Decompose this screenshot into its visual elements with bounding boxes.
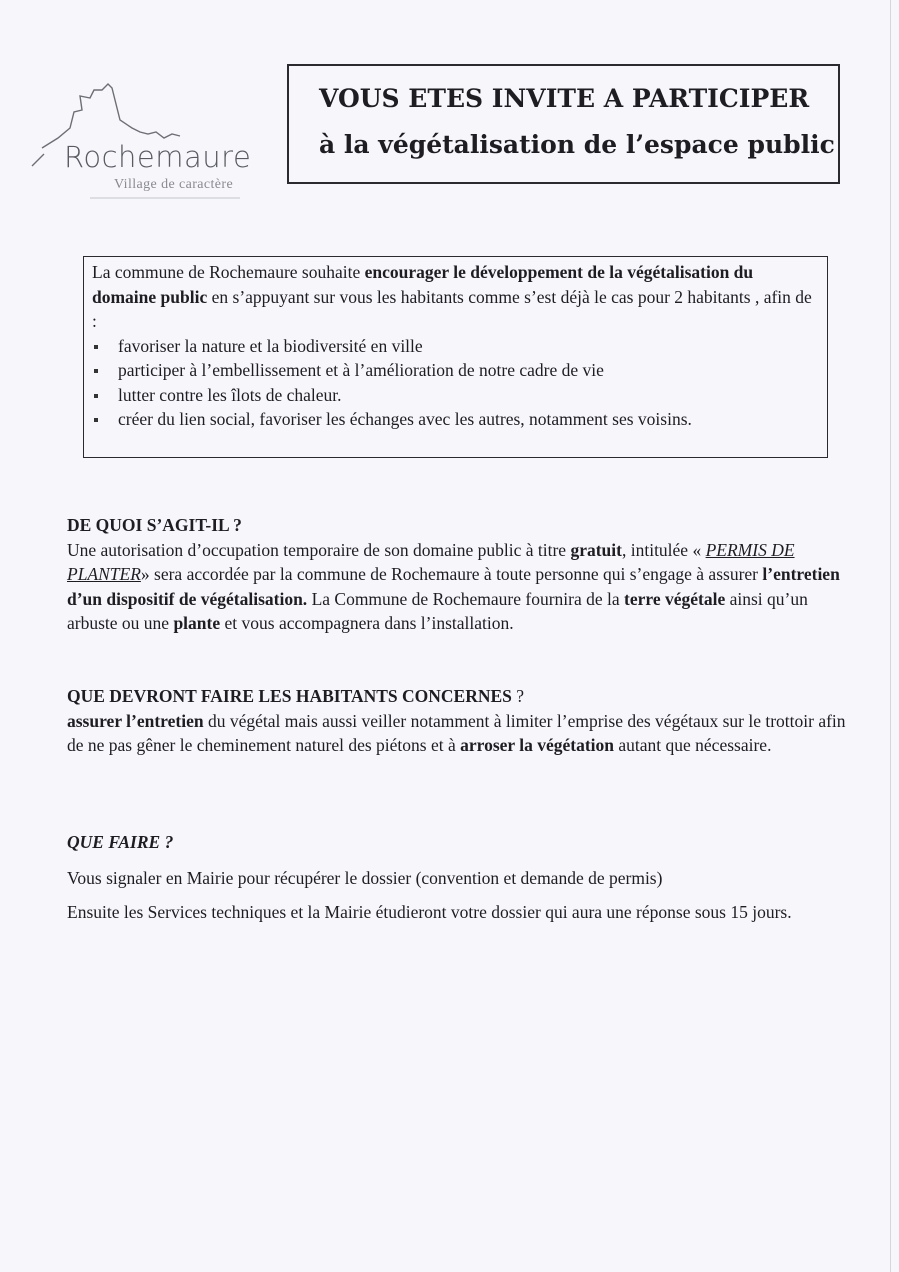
section-paragraph [67, 538, 847, 636]
text-bold: arroser la végétation [460, 735, 615, 755]
list-item: participer à l’embellissement et à l’amélioration de notre cadre de vie [92, 358, 817, 383]
text-run: La Commune de Rochemaure fournira de la [307, 588, 625, 609]
heading-mark: ? [511, 686, 525, 706]
text-bold: l’entretien d’un dispositif de végétalisation. [67, 564, 840, 609]
intro-box [83, 256, 828, 458]
rochemaure-logo [30, 82, 270, 207]
text-bold: terre végétale [624, 588, 726, 609]
intro-text-a: La commune de Rochemaure souhaite [92, 262, 365, 282]
text-bold: plante [173, 613, 221, 633]
list-item: lutter contre les îlots de chaleur. [92, 383, 817, 408]
heading-text: QUE DEVRONT FAIRE LES HABITANTS CONCERNES [67, 686, 512, 706]
section-heading [67, 684, 847, 709]
list-item: favoriser la nature et la biodiversité en ville [92, 334, 817, 359]
text-run: » sera accordée par la commune de Rochemaure à toute personne qui s’engage à assurer [140, 564, 763, 584]
title-line-2: à la végétalisation de l’espace public [319, 130, 835, 159]
section-what-is-it [67, 513, 847, 636]
permis-de-planter-term: PERMIS DE PLANTER [67, 539, 795, 584]
section-heading: QUE FAIRE ? [67, 832, 174, 852]
section-paragraph: Vous signaler en Mairie pour récupérer le dossier (convention et demande de permis) [67, 867, 663, 888]
title-box [287, 64, 840, 184]
text-run: et vous accompagnera dans l’installation. [220, 613, 514, 633]
section-heading: DE QUOI S’AGIT-IL ? [67, 515, 242, 535]
text-run: , intitulée « [621, 539, 706, 560]
title-line-1: VOUS ETES INVITE A PARTICIPER [319, 84, 810, 113]
list-item: créer du lien social, favoriser les échanges avec les autres, notamment ses voisins. [92, 407, 817, 432]
intro-emphasis: encourager le développement de la végétalisation du domaine public [92, 262, 754, 307]
text-bold: assurer l’entretien [67, 710, 204, 731]
section-what-to-do [67, 830, 847, 925]
intro-paragraph [92, 260, 817, 334]
section-paragraph [67, 709, 847, 758]
section-paragraph: Ensuite les Services techniques et la Mairie étudieront votre dossier qui aura une réponse sous 15 jours. [67, 902, 792, 922]
text-bold: gratuit [570, 539, 622, 560]
intro-bullet-list [92, 334, 817, 432]
text-run: autant que nécessaire. [614, 735, 772, 755]
section-residents-duties [67, 684, 847, 758]
intro-text-c: en s’appuyant sur vous les habitants comme s’est déjà le cas pour 2 habitants , afin de : [92, 286, 812, 331]
text-run: ainsi qu’un arbuste ou une [67, 588, 808, 633]
text-run: Une autorisation d’occupation temporaire de son domaine public à titre [67, 539, 571, 560]
logo-name: Rochemaure [64, 140, 252, 174]
logo-tagline: Village de caractère [114, 177, 234, 192]
scan-edge-line [890, 0, 891, 1272]
text-run: du végétal mais aussi veiller notamment à limiter l’emprise des végétaux sur le trottoir afin de ne pas gêner le cheminement naturel des piétons et à [67, 710, 846, 755]
